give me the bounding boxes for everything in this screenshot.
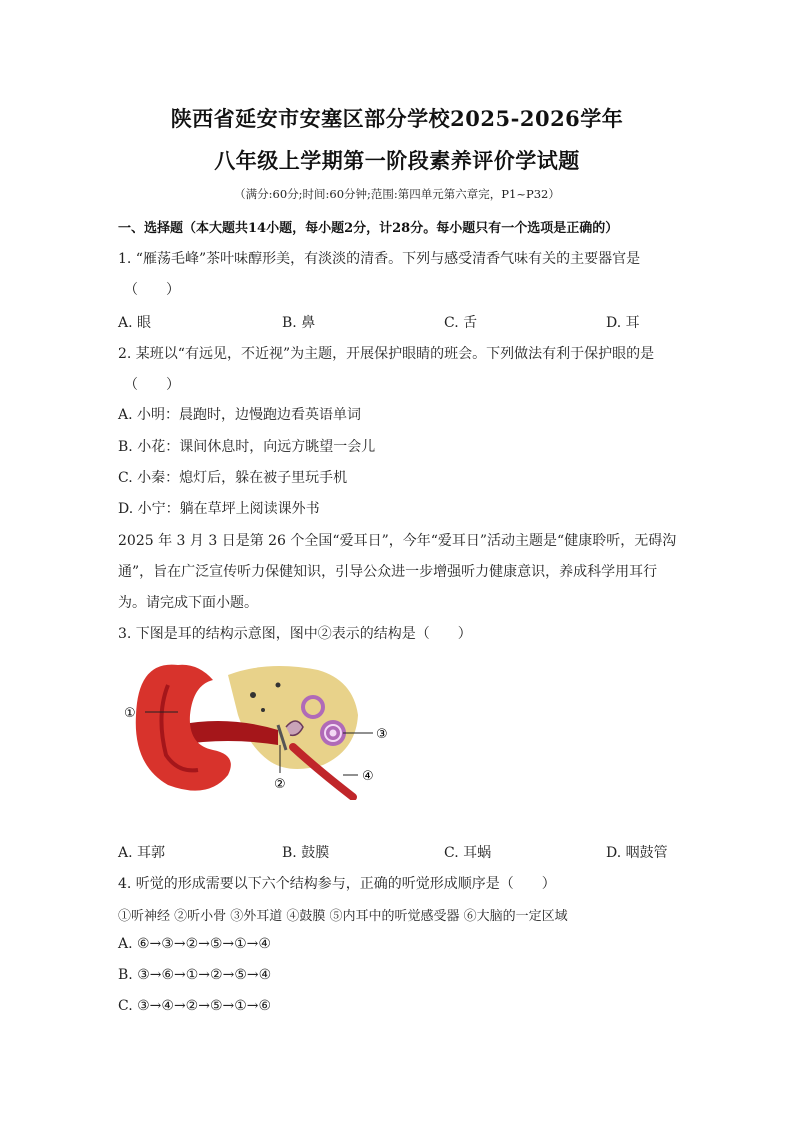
question-4-stem: 4. 听觉的形成需要以下六个结构参与，正确的听觉形成顺序是（ ） [118,876,556,892]
passage-line-3: 为。请完成下面小题。 [118,595,258,611]
question-3-option-c[interactable]: C. 耳蜗 [444,845,492,861]
question-3-option-d[interactable]: D. 咽鼓管 [606,845,668,861]
ear-structure-diagram [118,655,403,800]
question-1-option-d[interactable]: D. 耳 [606,315,640,331]
figure-label-3: ③ [376,727,388,742]
question-2-blank: （ ） [124,377,180,393]
question-2-option-c[interactable]: C. 小秦：熄灯后，躲在被子里玩手机 [118,470,348,486]
question-2-option-a[interactable]: A. 小明：晨跑时，边慢跑边看英语单词 [118,407,362,423]
figure-label-1: ① [124,706,136,721]
question-4-structure-list: ①听神经 ②听小骨 ③外耳道 ④鼓膜 ⑤内耳中的听觉感受器 ⑥大脑的一定区域 [118,909,568,924]
page-title-line1: 陕西省延安市安塞区部分学校2025-2026学年 [170,106,624,131]
section-heading: 一、选择题（本大题共14小题，每小题2分，计28分。每小题只有一个选项是正确的） [118,221,619,236]
figure-label-2: ② [274,777,286,792]
question-4-option-b[interactable]: B. ③→⑥→①→②→⑤→④ [118,967,272,983]
figure-label-4: ④ [362,769,374,784]
question-1-option-a[interactable]: A. 眼 [118,315,152,331]
bone-pore [276,683,281,688]
question-3-option-a[interactable]: A. 耳郭 [118,845,166,861]
question-2-stem: 2. 某班以“有远见，不近视”为主题，开展保护眼睛的班会。下列做法有利于保护眼的是 [118,346,655,362]
passage-line-2: 通”，旨在广泛宣传听力保健知识，引导公众进一步增强听力健康意识，养成科学用耳行 [118,564,658,580]
question-4-option-a[interactable]: A. ⑥→③→②→⑤→①→④ [118,936,271,952]
bone-pore [250,692,256,698]
question-3-stem: 3. 下图是耳的结构示意图，图中②表示的结构是（ ） [118,626,472,642]
temporal-bone-shape [228,666,358,769]
question-4-option-c[interactable]: C. ③→④→②→⑤→①→⑥ [118,998,272,1014]
question-2-option-d[interactable]: D. 小宁：躺在草坪上阅读课外书 [118,501,320,517]
question-1-blank: （ ） [124,282,180,298]
question-2-option-b[interactable]: B. 小花：课间休息时，向远方眺望一会儿 [118,439,376,455]
question-1-option-b[interactable]: B. 鼻 [282,315,316,331]
cochlea-center [330,730,337,737]
question-1-stem: 1. “雁荡毛峰”茶叶味醇形美，有淡淡的清香。下列与感受清香气味有关的主要器官是 [118,251,641,267]
page-title-line2: 八年级上学期第一阶段素养评价学试题 [214,148,580,173]
exam-meta: （满分:60分;时间:60分钟;范围:第四单元第六章完，P1~P32） [234,187,560,201]
bone-pore [261,708,265,712]
question-1-option-c[interactable]: C. 舌 [444,315,478,331]
question-3-option-b[interactable]: B. 鼓膜 [282,845,330,861]
passage-line-1: 2025 年 3 月 3 日是第 26 个全国“爱耳日”，今年“爱耳日”活动主题是“健康聆听，无碍沟 [118,533,677,549]
